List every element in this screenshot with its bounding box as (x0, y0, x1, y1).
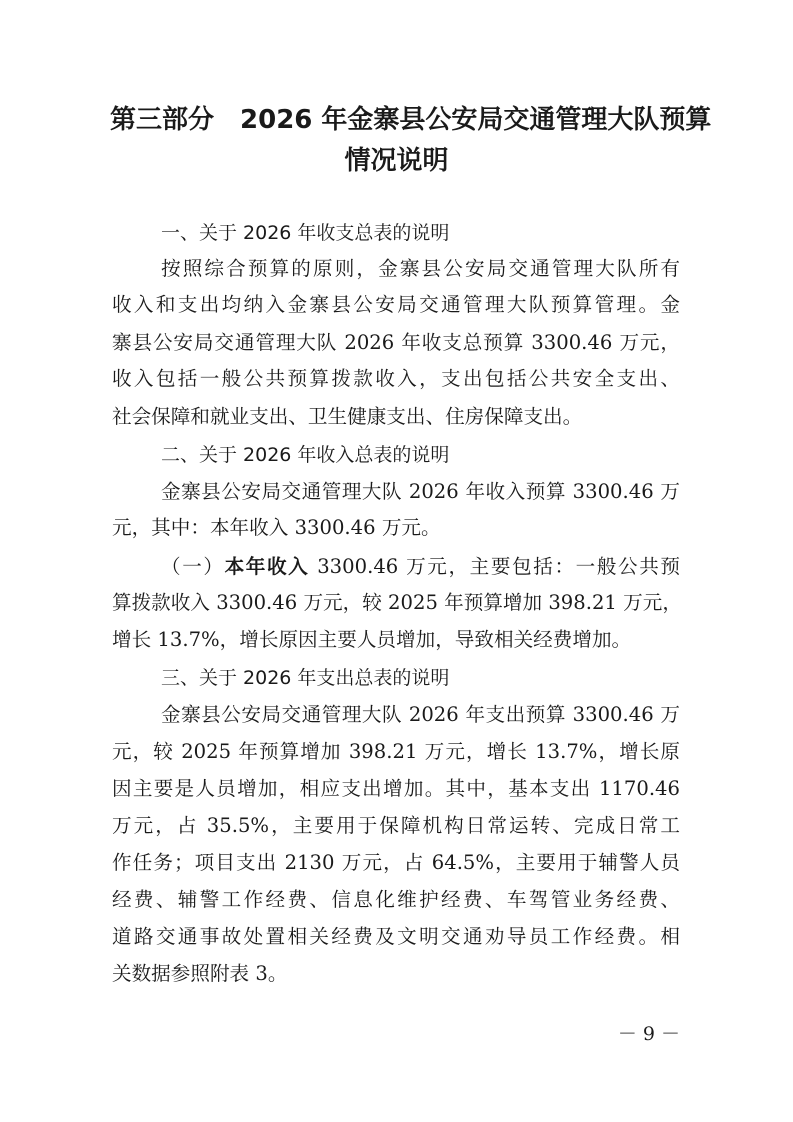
subsection-line (161, 554, 680, 580)
subsection-rest: 3300.46 万元，主要包括：一般公共预 (309, 555, 681, 578)
paragraph-line: 增长 13.7%，增长原因主要人员增加，导致相关经费增加。 (112, 628, 632, 651)
paragraph-line: 元，较 2025 年预算增加 398.21 万元，增长 13.7%，增长原 (112, 740, 680, 763)
section-heading-1: 一、关于 2026 年收支总表的说明 (161, 222, 450, 244)
paragraph-line: 收入和支出均纳入金寨县公安局交通管理大队预算管理。金 (112, 293, 680, 316)
paragraph-line: 寨县公安局交通管理大队 2026 年收支总预算 3300.46 万元， (112, 331, 680, 354)
paragraph-line: 作任务；项目支出 2130 万元，占 64.5%，主要用于辅警人员 (112, 851, 680, 874)
page-title (110, 103, 712, 137)
section-heading-2: 二、关于 2026 年收入总表的说明 (161, 444, 450, 466)
paragraph-line: 道路交通事故处置相关经费及文明交通劝导员工作经费。相 (112, 925, 680, 948)
subsection-bold-label: 本年收入 (224, 555, 310, 578)
paragraph-line: 元，其中：本年收入 3300.46 万元。 (112, 516, 441, 539)
paragraph-line: 经费、辅警工作经费、信息化维护经费、车驾管业务经费、 (112, 888, 680, 911)
page-title-line-2: 情况说明 (344, 146, 449, 176)
paragraph-line: 算拨款收入 3300.46 万元，较 2025 年预算增加 398.21 万元， (112, 591, 682, 614)
title-line-1: 2026 年金寨县公安局交通管理大队预算 (240, 105, 712, 135)
paragraph-line: 万元，占 35.5%，主要用于保障机构日常运转、完成日常工 (112, 814, 680, 837)
paragraph-line: 收入包括一般公共预算拨款收入，支出包括公共安全支出、 (112, 367, 680, 390)
page-number: － 9 － (617, 1023, 680, 1045)
paragraph-line: 按照综合预算的原则，金寨县公安局交通管理大队所有 (161, 257, 680, 280)
paragraph-line: 金寨县公安局交通管理大队 2026 年收入预算 3300.46 万 (161, 480, 680, 503)
paragraph-line: 金寨县公安局交通管理大队 2026 年支出预算 3300.46 万 (161, 703, 680, 726)
paragraph-line: 社会保障和就业支出、卫生健康支出、住房保障支出。 (112, 405, 583, 428)
paragraph-line: 关数据参照附表 3。 (112, 962, 288, 985)
subsection-prefix: （一） (161, 555, 225, 578)
section-heading-3: 三、关于 2026 年支出总表的说明 (161, 667, 450, 689)
paragraph-line: 因主要是人员增加，相应支出增加。其中，基本支出 1170.46 (112, 777, 680, 800)
title-part: 第三部分 (110, 105, 215, 135)
